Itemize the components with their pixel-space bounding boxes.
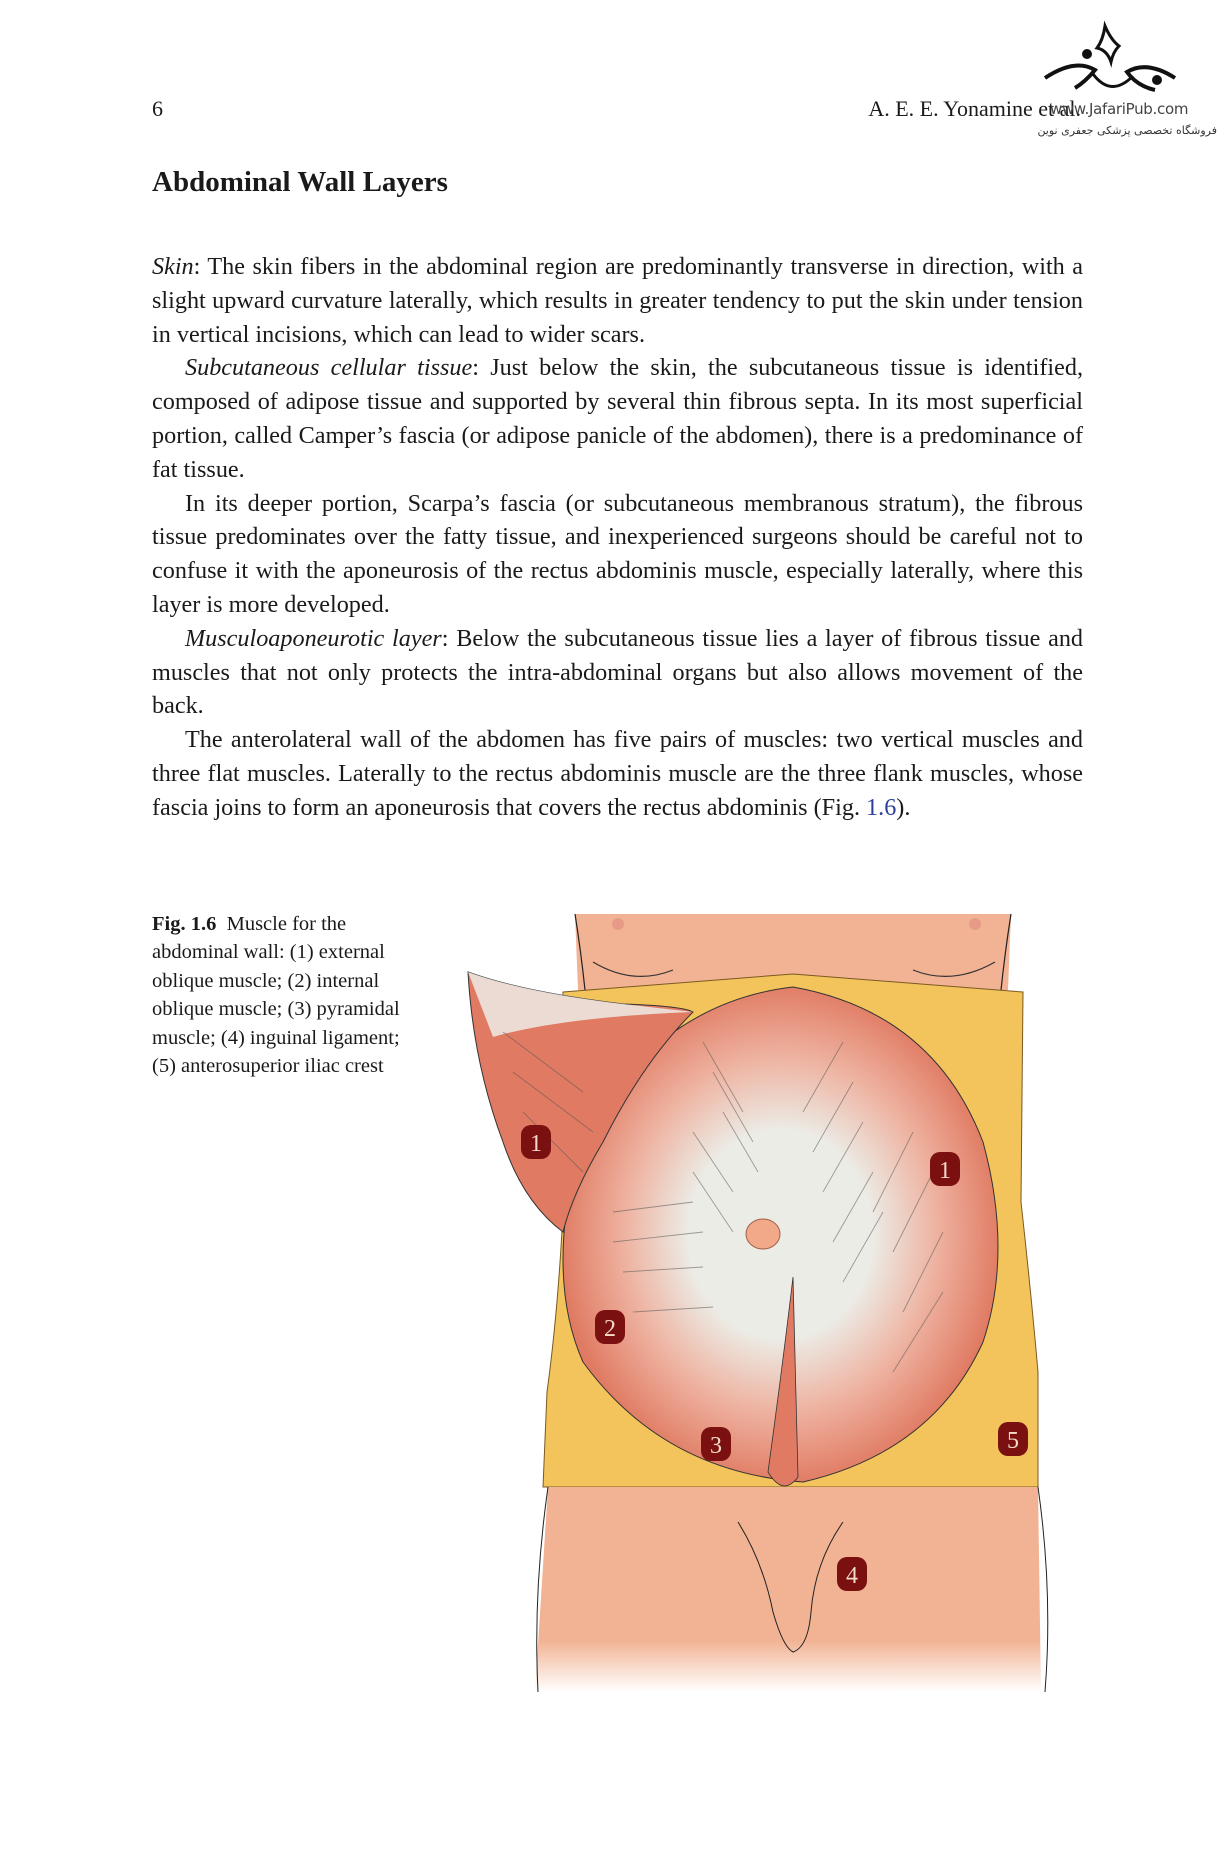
- paragraph-text: In its deeper portion, Scarpa’s fascia (or subcutaneous membranous stratum), the fibrous tissue predominates over the fatty tissue, and inexperienced surgeons should be careful not to confuse it with the aponeurosis of the rectus abdominis muscle, especially laterally, where this layer is more developed.: [152, 489, 1083, 618]
- term-skin: Skin: [152, 253, 194, 280]
- section-title: Abdominal Wall Layers: [152, 166, 448, 198]
- body-text: [152, 250, 1083, 825]
- paragraph-skin: [152, 250, 1083, 351]
- paragraph-scarpa: [152, 487, 1083, 622]
- term-musculoaponeurotic: Musculoaponeurotic layer: [185, 624, 442, 652]
- svg-text:1: 1: [530, 1131, 542, 1157]
- paragraph-text: : Just below the skin, the subcutaneous tissue is identified, composed of adipose tissue and supported by several thin fibrous septa. In its most superficial portion, called Camper’s fascia (or adipose panicle of the abdomen), there is a predominance of fat tissue.: [152, 354, 1083, 483]
- figure-label: Fig. 1.6: [152, 913, 217, 935]
- watermark-url: www.JafariPub.com: [1050, 100, 1189, 118]
- term-subcutaneous: Subcutaneous cellular tissue: [185, 354, 473, 382]
- marker-3: [701, 1427, 731, 1461]
- svg-text:4: 4: [846, 1563, 858, 1589]
- watermark-logo-icon: [1015, 18, 1215, 108]
- marker-2: [595, 1310, 625, 1344]
- running-head: A. E. E. Yonamine et al.: [868, 96, 1081, 121]
- page-number: 6: [152, 96, 163, 121]
- lower-body-skin: [535, 1487, 1041, 1692]
- svg-text:1: 1: [939, 1158, 951, 1184]
- paragraph-anterolateral: [152, 723, 1083, 824]
- paragraph-text: : The skin fibers in the abdominal region are predominantly transverse in direction, with a slight upward curvature laterally, which results in greater tendency to put the skin under tension in vertical incisions, which can lead to wider scars.: [152, 253, 1083, 348]
- abdominal-wall-illustration: [463, 912, 1088, 1712]
- marker-1-right: [930, 1152, 960, 1186]
- publisher-watermark: [1015, 18, 1215, 150]
- watermark-persian-text: فروشگاه تخصصی پزشکی جعفری نوین: [1037, 124, 1217, 137]
- figure-caption: [152, 910, 402, 1080]
- paragraph-text: : Below the subcutaneous tissue lies a layer of fibrous tissue and muscles that not only protects the intra-abdominal organs but also allows movement of the back.: [152, 624, 1084, 720]
- paragraph-text: The anterolateral wall of the abdomen has five pairs of muscles: two vertical muscles and three flat muscles. Laterally to the rectus abdominis muscle are the three flank muscles, whose fascia joins to form an aponeurosis that covers the rectus abdominis (Fig.: [152, 726, 1083, 821]
- svg-text:5: 5: [1007, 1428, 1019, 1454]
- figure-caption-text: Muscle for the abdominal wall: (1) external oblique muscle; (2) internal oblique muscle; (3) pyramidal muscle; (4) inguinal ligament; (5) anterosuperior iliac crest: [152, 913, 400, 1078]
- svg-text:2: 2: [604, 1316, 616, 1342]
- figure-reference-link[interactable]: 1.6: [866, 793, 897, 821]
- paragraph-subcutaneous: [152, 351, 1083, 486]
- marker-4: [837, 1557, 867, 1591]
- paragraph-musculoaponeurotic: [152, 622, 1083, 723]
- svg-text:3: 3: [710, 1433, 722, 1459]
- paragraph-text-tail: ).: [896, 793, 911, 821]
- marker-5: [998, 1422, 1028, 1456]
- marker-1-left: [521, 1125, 551, 1159]
